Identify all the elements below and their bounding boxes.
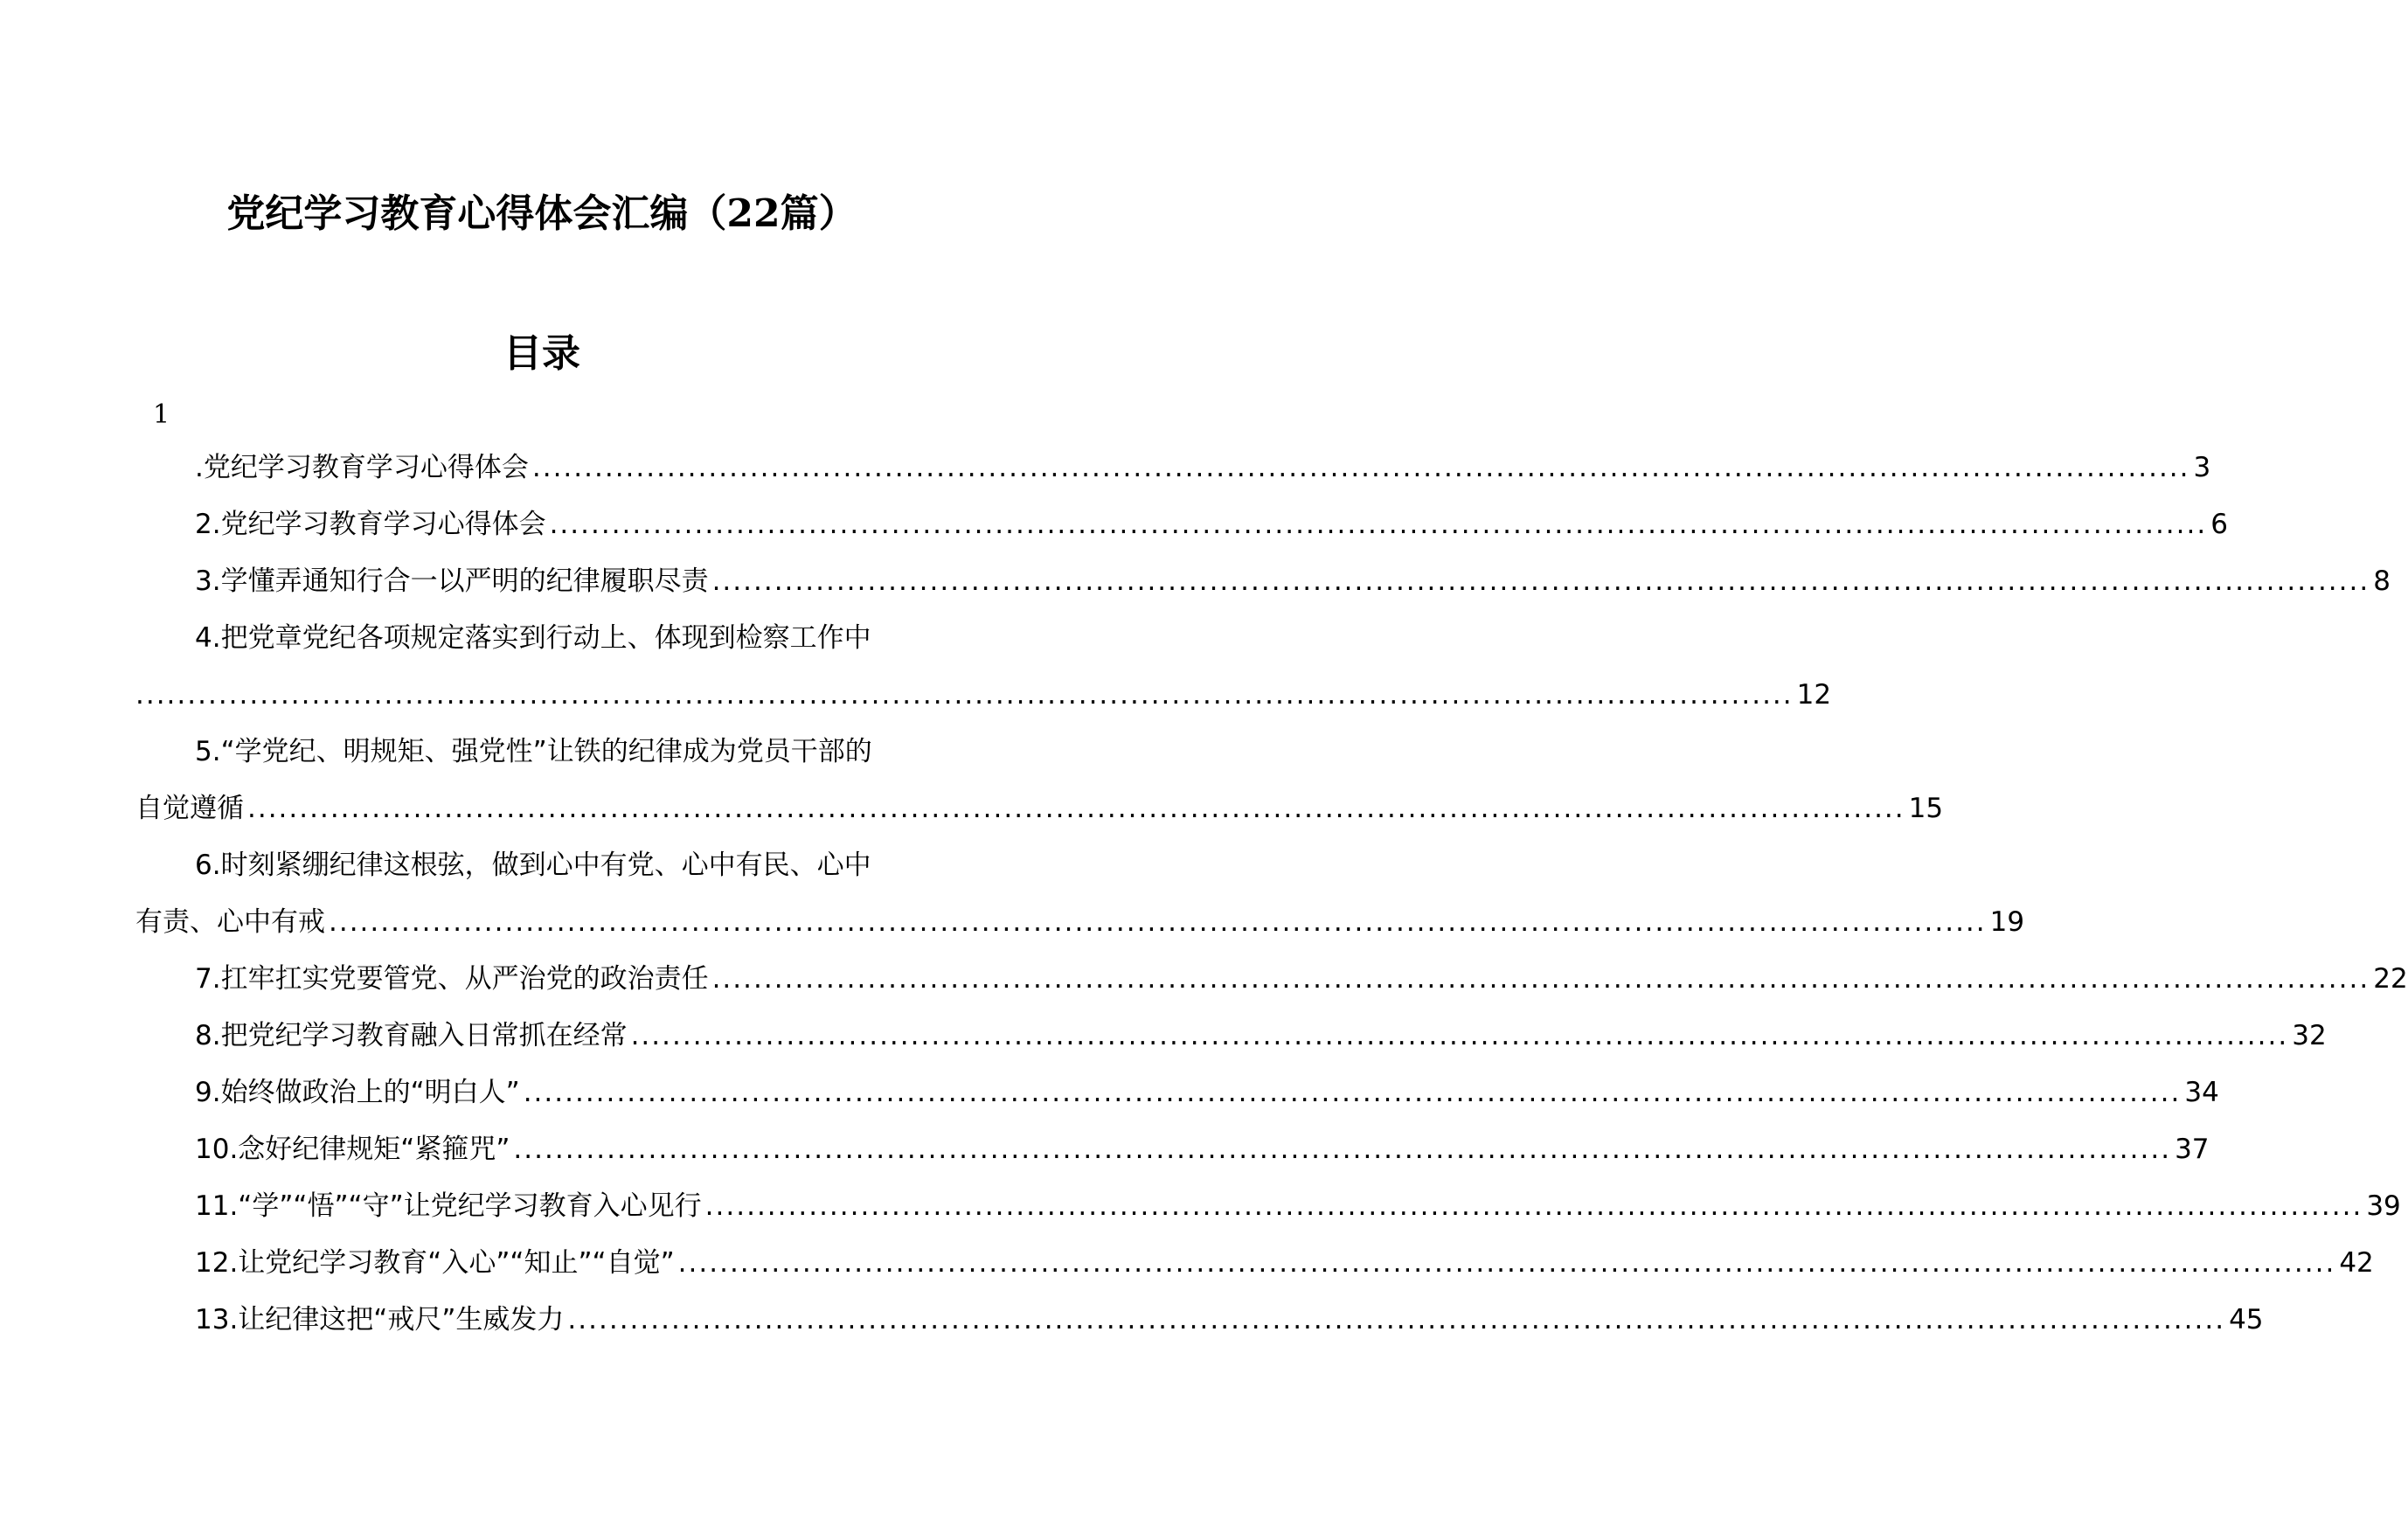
toc-entry-page: 22 (2373, 963, 2408, 995)
toc-entry-7[interactable] (195, 960, 2408, 998)
toc-entry-11[interactable] (195, 1187, 2401, 1225)
dot-leader: ................................................................................................................................................................ (711, 963, 2370, 995)
document-title: 党纪学习教育心得体会汇编（22篇） (226, 191, 857, 236)
toc-entry-page: 6 (2210, 509, 2228, 540)
dot-leader: ................................................................................................................................................................ (329, 906, 1987, 938)
dot-leader: ................................................................................................................................................................ (549, 509, 2208, 540)
toc-entry-title: 9.始终做政治上的“明白人” (195, 1077, 520, 1108)
toc-entry-title-cont: 有责、心中有戒 (135, 906, 325, 938)
toc-entry-12[interactable] (195, 1244, 2374, 1282)
toc-entry-page: 37 (2175, 1134, 2210, 1165)
toc-entry-page: 19 (1989, 906, 2025, 938)
toc-entry-title: .党纪学习教育学习心得体会 (195, 452, 529, 483)
dot-leader: ................................................................................................................................................................ (711, 565, 2370, 597)
toc-entry-9[interactable] (195, 1073, 2219, 1112)
toc-entry-1[interactable] (195, 448, 2211, 487)
dot-leader: ................................................................................................................................................................ (523, 1077, 2182, 1108)
toc-entry-title: 2.党纪学习教育学习心得体会 (195, 509, 546, 540)
toc-entry-page: 42 (2339, 1247, 2374, 1279)
page-marker: 1 (153, 399, 170, 430)
dot-leader: ................................................................................................................................................................ (135, 679, 1794, 711)
toc-entry-4[interactable] (195, 619, 944, 657)
dot-leader: ................................................................................................................................................................ (704, 1190, 2363, 1222)
toc-heading: 目录 (503, 331, 580, 376)
toc-entry-page: 34 (2184, 1077, 2219, 1108)
toc-entry-title: 11.“学”“悟”“守”让党纪学习教育入心见行 (195, 1190, 702, 1222)
dot-leader: ................................................................................................................................................................ (567, 1304, 2226, 1335)
toc-entry-title: 4.把党章党纪各项规定落实到行动上、体现到检察工作中 (195, 622, 871, 654)
toc-entry-title: 6.时刻紧绷纪律这根弦，做到心中有党、心中有民、心中 (195, 850, 871, 881)
toc-entry-title-cont: 自觉遵循 (135, 793, 244, 824)
toc-entry-page: 32 (2292, 1020, 2327, 1051)
toc-entry-page: 39 (2366, 1190, 2401, 1222)
toc-entry-title: 5.“学党纪、明规矩、强党性”让铁的纪律成为党员干部的 (195, 736, 872, 767)
toc-entry-title: 7.扛牢扛实党要管党、从严治党的政治责任 (195, 963, 709, 995)
dot-leader: ................................................................................................................................................................ (677, 1247, 2336, 1279)
dot-leader: ................................................................................................................................................................ (513, 1134, 2172, 1165)
toc-entry-4-continuation[interactable] (135, 676, 1832, 714)
toc-entry-title: 8.把党纪学习教育融入日常抓在经常 (195, 1020, 628, 1051)
toc-entry-page: 3 (2193, 452, 2211, 483)
dot-leader: ................................................................................................................................................................ (531, 452, 2190, 483)
toc-entry-page: 45 (2229, 1304, 2264, 1335)
toc-entry-13[interactable] (195, 1301, 2264, 1339)
toc-entry-title: 3.学懂弄通知行合一以严明的纪律履职尽责 (195, 565, 709, 597)
toc-entry-page: 12 (1796, 679, 1832, 711)
toc-entry-10[interactable] (195, 1130, 2210, 1169)
dot-leader: ................................................................................................................................................................ (630, 1020, 2289, 1051)
toc-entry-6-continuation[interactable] (135, 903, 2025, 941)
toc-entry-3[interactable] (195, 562, 2391, 600)
toc-entry-6[interactable] (195, 846, 944, 884)
toc-entry-title: 12.让党纪学习教育“入心”“知止”“自觉” (195, 1247, 675, 1279)
dot-leader: ................................................................................................................................................................ (247, 793, 1905, 824)
toc-entry-5-continuation[interactable] (135, 789, 1944, 828)
toc-entry-5[interactable] (195, 732, 944, 771)
toc-entry-title: 13.让纪律这把“戒尺”生威发力 (195, 1304, 565, 1335)
toc-entry-2[interactable] (195, 505, 2228, 544)
toc-entry-title: 10.念好纪律规矩“紧箍咒” (195, 1134, 510, 1165)
toc-entry-page: 15 (1908, 793, 1944, 824)
toc-entry-page: 8 (2373, 565, 2391, 597)
toc-entry-8[interactable] (195, 1016, 2327, 1055)
